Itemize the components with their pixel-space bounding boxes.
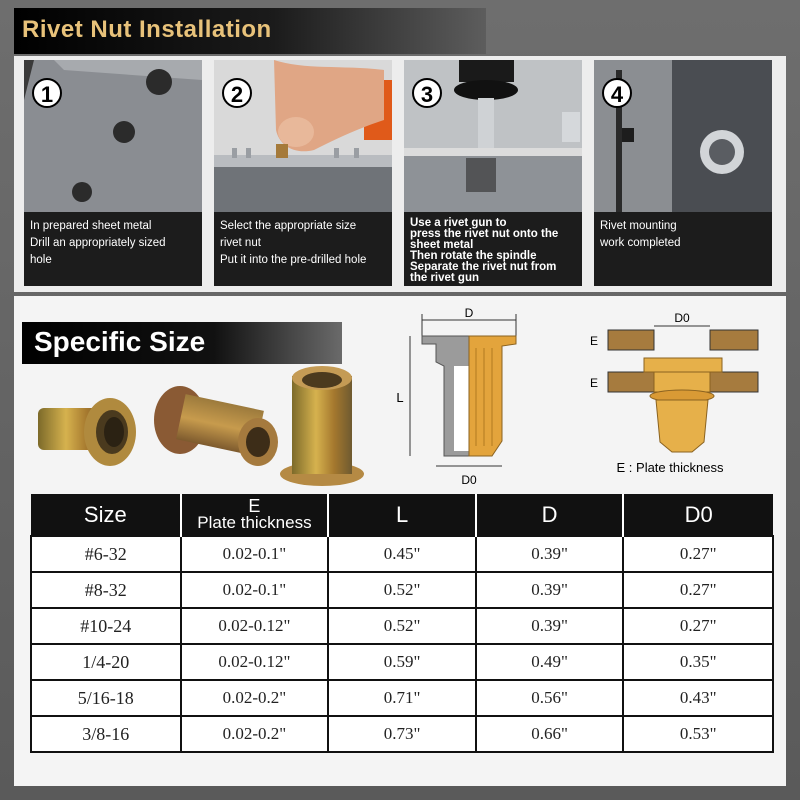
table-row: #8-32 0.02-0.1" 0.52" 0.39" 0.27" [31, 572, 773, 608]
size-table [30, 494, 774, 753]
page-title: Rivet Nut Installation [22, 16, 272, 43]
rivet-nut-photos [30, 362, 370, 492]
step-4-number: 4 [602, 78, 632, 108]
step-3-text: Use a rivet gun to press the rivet nut onto the sheet metal Then rotate the spindle Separate the rivet nut from the rivet gun [410, 217, 559, 284]
plate-diagram [582, 306, 762, 486]
table-row: 1/4-20 0.02-0.12" 0.59" 0.49" 0.35" [31, 644, 773, 680]
step-4 [594, 60, 772, 286]
step-2-text: Select the appropriate size rivet nut Put it into the pre-drilled hole [220, 220, 367, 266]
step-1-number: 1 [32, 78, 62, 108]
step-3-number: 3 [412, 78, 442, 108]
col-header-l: L [328, 494, 476, 536]
table-row: 5/16-18 0.02-0.2" 0.71" 0.56" 0.43" [31, 680, 773, 716]
rivet-nut-photo-2 [154, 386, 278, 466]
dim-d0-label: D0 [461, 473, 477, 487]
cross-section-diagram [380, 306, 530, 490]
dim-l-label: L [396, 390, 404, 405]
step-1-text: In prepared sheet metal Drill an appropriately sized hole [30, 220, 166, 266]
plate-e-label-2: E [589, 376, 599, 390]
col-header-d: D [476, 494, 624, 536]
rivet-nut-photo-1 [38, 398, 136, 466]
table-row: #10-24 0.02-0.12" 0.52" 0.39" 0.27" [31, 608, 773, 644]
table-row: #6-32 0.02-0.1" 0.45" 0.39" 0.27" [31, 536, 773, 572]
steps-panel [14, 56, 786, 292]
dim-d-label: D [464, 306, 474, 320]
col-header-d0: D0 [623, 494, 773, 536]
step-2 [214, 60, 392, 286]
col-header-e: E Plate thickness [181, 494, 329, 536]
rivet-nut-photo-3 [280, 366, 364, 486]
step-1 [24, 60, 202, 286]
table-row: 3/8-16 0.02-0.2" 0.73" 0.66" 0.53" [31, 716, 773, 752]
plate-d0-label: D0 [674, 311, 690, 325]
step-3 [404, 60, 582, 286]
step-4-text: Rivet mounting work completed [600, 220, 681, 249]
plate-e-label-1: E [589, 334, 599, 348]
plate-thickness-note: E : Plate thickness [616, 460, 724, 475]
step-2-number: 2 [222, 78, 252, 108]
table-header-row [31, 494, 773, 536]
col-header-size: Size [31, 494, 181, 536]
spec-title: Specific Size [34, 326, 206, 357]
